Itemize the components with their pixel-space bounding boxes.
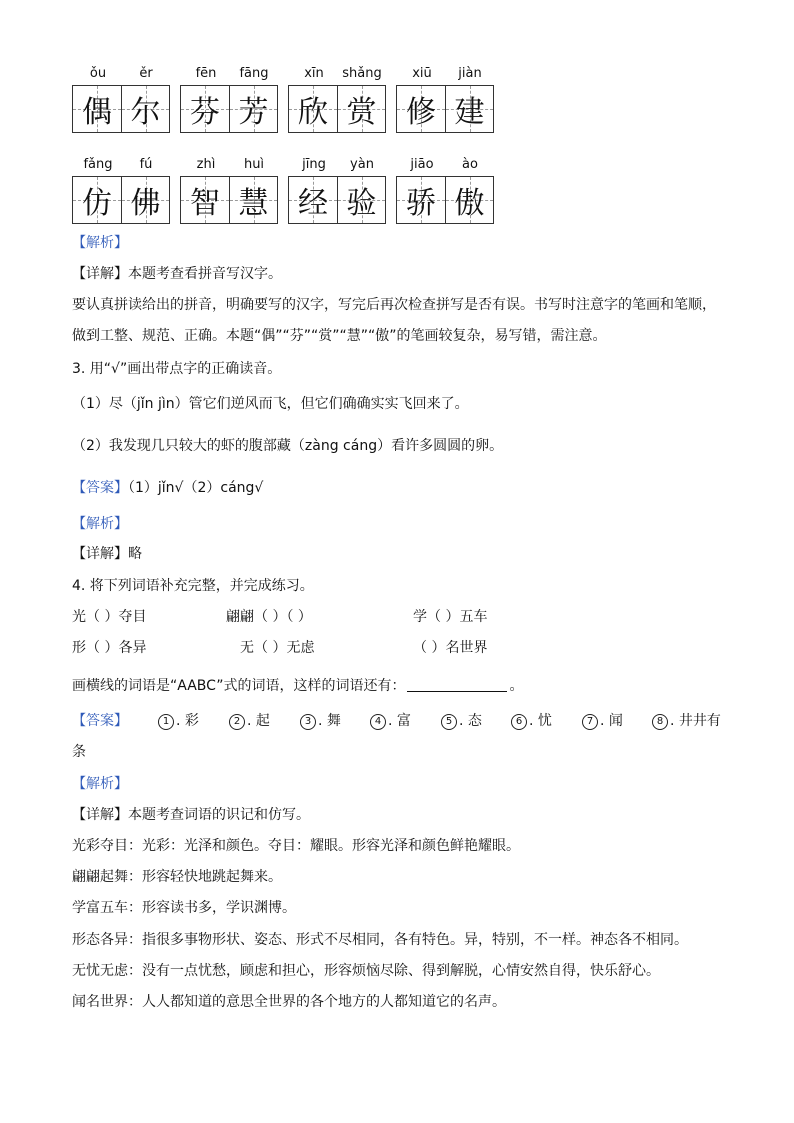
q3-item-1: （1）尽（jǐn jìn）管它们逆风而飞，但它们确确实实飞回来了。: [72, 396, 469, 412]
word-box: [396, 85, 494, 133]
pinyin: ǒu: [89, 66, 107, 81]
word-box: [180, 85, 278, 133]
answer-item: [582, 711, 623, 731]
pinyin: jiàn: [458, 66, 482, 81]
q3-detail: [72, 544, 142, 564]
answer-item: [441, 711, 482, 731]
text: . 富: [388, 713, 411, 729]
circled-number: 6: [511, 714, 527, 730]
text: . 舞: [318, 713, 341, 729]
char-cell: [337, 86, 385, 132]
q3-title: 3. 用“√”画出带点字的正确读音。: [72, 361, 282, 377]
text: （1）jǐn√（2）cáng√: [128, 480, 264, 496]
text: . 忧: [529, 713, 552, 729]
char-cell: [121, 177, 169, 223]
pinyin-row-1: [0, 66, 794, 86]
char: 傲: [454, 186, 485, 221]
text: 画横线的词语是“AABC”式的词语，这样的词语还有：: [72, 678, 406, 694]
char: 慧: [238, 186, 269, 221]
char-cell: [229, 86, 277, 132]
pinyin: xīn: [304, 66, 324, 81]
explanation-line: 无忧无虑：没有一点忧愁，顾虑和担心，形容烦恼尽除、得到解脱，心情安然自得，快乐舒心。: [72, 963, 660, 979]
q4-blank-6: （ ）名世界: [413, 640, 488, 656]
text: 本题考查词语的识记和仿写。: [128, 807, 310, 823]
pinyin: huì: [243, 157, 265, 172]
tag: 【答案】: [72, 713, 128, 729]
pinyin: fú: [139, 157, 153, 172]
answer-item: [652, 711, 721, 731]
circled-number: 3: [300, 714, 316, 730]
char: 验: [346, 186, 377, 221]
char: 尔: [130, 95, 161, 130]
char-cell: [73, 177, 121, 223]
char-cell: [229, 177, 277, 223]
word-box: [72, 85, 170, 133]
explanation-line: 学富五车：形容读书多，学识渊博。: [72, 900, 296, 916]
q4-answer-wrap: 条: [72, 744, 86, 760]
word-box: [180, 176, 278, 224]
answer-item: [158, 711, 199, 731]
tag: 【详解】: [72, 546, 128, 562]
pinyin: xiū: [412, 66, 432, 81]
char-cell: [445, 177, 493, 223]
q4-answer-tag: [72, 711, 128, 731]
char: 佛: [130, 186, 161, 221]
answer-item: [511, 711, 552, 731]
pinyin: ěr: [139, 66, 153, 81]
tag: 【答案】: [72, 480, 128, 496]
char-cell: [181, 86, 229, 132]
q4-blank-5: 无（ ）无虑: [240, 640, 315, 656]
pinyin: fǎng: [83, 157, 113, 172]
q4-blank-2: 翩翩（ ）（ ）: [226, 609, 312, 625]
char: 修: [406, 95, 436, 130]
pinyin: jīng: [302, 157, 326, 172]
pinyin: fāng: [239, 66, 269, 81]
tag: 【解析】: [72, 516, 128, 532]
q4-prompt: [72, 676, 523, 696]
circled-number: 4: [370, 714, 386, 730]
answer-item: [300, 711, 341, 731]
tag: 【解析】: [72, 235, 128, 251]
answer-item: [229, 711, 270, 731]
pinyin: fēn: [195, 66, 217, 81]
q4-blank-1: 光（ ）夺目: [72, 609, 147, 625]
char-cell: [73, 86, 121, 132]
pinyin-row-2: [0, 157, 794, 177]
q3-answer: [72, 478, 263, 498]
q4-detail: [72, 805, 310, 825]
char: 骄: [406, 186, 436, 221]
q3-analysis-heading: [72, 514, 128, 534]
char-cell: [181, 177, 229, 223]
text: 本题考查看拼音写汉字。: [128, 266, 282, 282]
q4-title: 4. 将下列词语补充完整，并完成练习。: [72, 578, 314, 594]
q4-blank-4: 形（ ）各异: [72, 640, 147, 656]
pinyin: zhì: [196, 157, 216, 172]
circled-number: 8: [652, 714, 668, 730]
word-box: [396, 176, 494, 224]
text: 。: [509, 678, 524, 694]
char-cell: [397, 86, 445, 132]
char-cell: [445, 86, 493, 132]
q3-item-2: （2）我发现几只较大的虾的腹部藏（zàng cáng）看许多圆圆的卵。: [72, 438, 504, 454]
q4-blank-3: 学（ ）五车: [413, 609, 488, 625]
word-box: [288, 176, 386, 224]
q2-analysis-heading: [72, 233, 128, 253]
char-grid-row-1: [0, 85, 794, 135]
pinyin: shǎng: [342, 66, 382, 81]
char-cell: [289, 86, 337, 132]
explanation-line: 形态各异：指很多事物形状、姿态、形式不尽相同，各有特色。异，特别，不一样。神态各不相同。: [72, 932, 688, 948]
char-cell: [397, 177, 445, 223]
char: 芳: [238, 95, 269, 130]
text: . 井井有: [670, 713, 721, 729]
answer-underline: [407, 677, 507, 692]
char-grid-row-2: [0, 176, 794, 226]
char-cell: [289, 177, 337, 223]
pinyin: ào: [462, 157, 478, 172]
pinyin: jiāo: [410, 157, 434, 172]
char: 建: [454, 95, 485, 130]
char: 智: [190, 186, 220, 221]
char-cell: [121, 86, 169, 132]
circled-number: 5: [441, 714, 457, 730]
explanation-line: 翩翩起舞：形容轻快地跳起舞来。: [72, 869, 282, 885]
text: . 态: [459, 713, 482, 729]
answer-item: [370, 711, 411, 731]
circled-number: 2: [229, 714, 245, 730]
tag: 【详解】: [72, 266, 128, 282]
q2-para-2: 做到工整、规范、正确。本题“偶”“芬”“赏”“慧”“傲”的笔画较复杂，易写错，需注意。: [72, 328, 607, 344]
word-box: [288, 85, 386, 133]
explanation-line: 闻名世界：人人都知道的意思全世界的各个地方的人都知道它的名声。: [72, 994, 506, 1010]
tag: 【解析】: [72, 776, 128, 792]
text: . 彩: [176, 713, 199, 729]
q2-para-1: 要认真拼读给出的拼音，明确要写的汉字，写完后再次检查拼写是否有误。书写时注意字的笔画和笔顺，: [72, 297, 716, 313]
char: 赏: [346, 95, 377, 130]
char: 欣: [298, 95, 328, 130]
char: 经: [298, 186, 328, 221]
tag: 【详解】: [72, 807, 128, 823]
word-box: [72, 176, 170, 224]
char: 偶: [82, 95, 112, 130]
char: 芬: [190, 95, 220, 130]
char: 仿: [82, 186, 112, 221]
q4-analysis-heading: [72, 774, 128, 794]
pinyin: yàn: [350, 157, 374, 172]
char-cell: [337, 177, 385, 223]
circled-number: 7: [582, 714, 598, 730]
text: . 起: [247, 713, 270, 729]
explanation-line: 光彩夺目：光彩：光泽和颜色。夺目：耀眼。形容光泽和颜色鲜艳耀眼。: [72, 838, 520, 854]
text: . 闻: [600, 713, 623, 729]
circled-number: 1: [158, 714, 174, 730]
text: 略: [128, 546, 142, 562]
q2-detail: [72, 264, 282, 284]
